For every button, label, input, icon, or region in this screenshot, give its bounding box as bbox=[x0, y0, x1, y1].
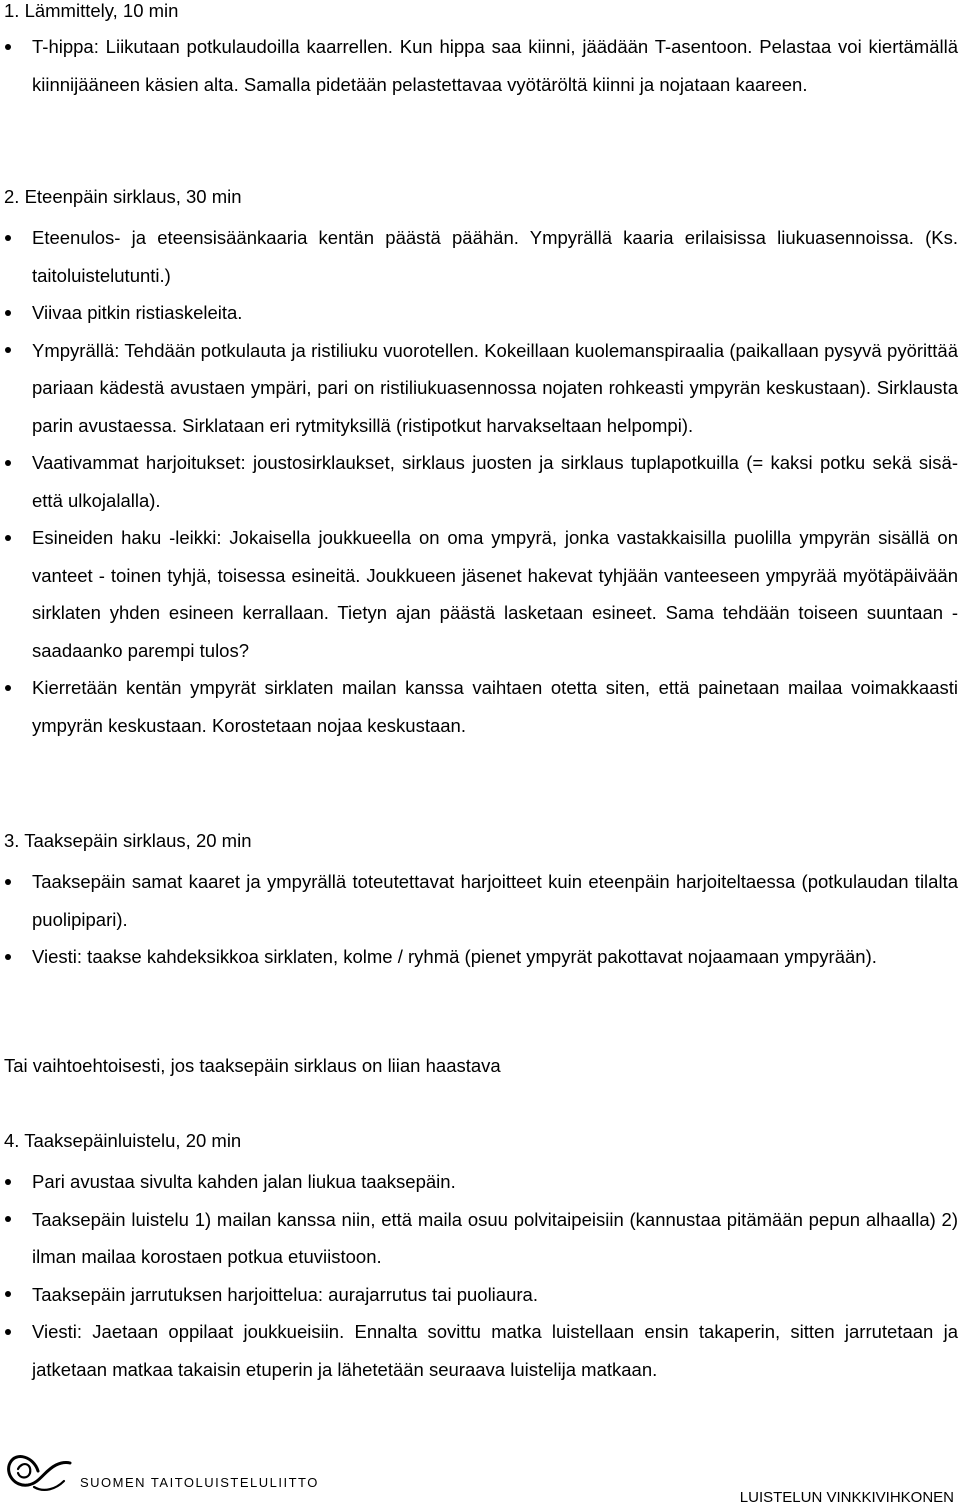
section-heading: 1. Lämmittely, 10 min bbox=[4, 0, 179, 21]
bullet-icon bbox=[4, 938, 14, 976]
skating-federation-logo-icon bbox=[4, 1447, 72, 1497]
list-item: Kierretään kentän ympyrät sirklaten mailan kanssa vaihtaen otetta siten, että painetaan mailaa voimakkaasti ympyrän keskustaan. Korostetaan nojaa keskustaan. bbox=[4, 669, 958, 744]
bullet-icon bbox=[4, 332, 14, 370]
section-heading: 4. Taaksepäinluistelu, 20 min bbox=[4, 1130, 242, 1151]
alternative-note: Tai vaihtoehtoisesti, jos taaksepäin sirklaus on liian haastava bbox=[4, 1055, 501, 1076]
section-backward-skating bbox=[4, 1130, 958, 1388]
bullet-icon bbox=[4, 519, 14, 557]
list-item: Esineiden haku -leikki: Jokaisella joukkueella on oma ympyrä, jonka vastakkaisilla puolilla ympyrän sisällä on vanteet - toinen tyhjä, toisessa esineitä. Joukkueen jäsenet hakevat tyhjään vanteeseen ympyrää myötäpäivään sirklaten yhden esineen kerrallaan. Tietyn ajan päästä lasketaan esineet. Sama tehdään toiseen suuntaan - saadaanko parempi tulos? bbox=[4, 519, 958, 669]
list-item: Viesti: taakse kahdeksikkoa sirklaten, kolme / ryhmä (pienet ympyrät pakottavat nojaamaan ympyrään). bbox=[4, 938, 958, 976]
bullet-icon bbox=[4, 1313, 14, 1351]
bullet-list bbox=[4, 1163, 958, 1388]
list-item: Vaativammat harjoitukset: joustosirklaukset, sirklaus juosten ja sirklaus tuplapotkuilla (= kaksi potku sekä sisä- että ulkojalalla). bbox=[4, 444, 958, 519]
section-warmup bbox=[4, 0, 958, 103]
section-backward-crossovers bbox=[4, 830, 958, 976]
bullet-icon bbox=[4, 863, 14, 901]
bullet-icon bbox=[4, 1276, 14, 1314]
bullet-list bbox=[4, 28, 958, 103]
section-heading: 3. Taaksepäin sirklaus, 20 min bbox=[4, 830, 252, 851]
list-item: Eteenulos- ja eteensisäänkaaria kentän päästä päähän. Ympyrällä kaaria erilaisissa liukuasennoissa. (Ks. taitoluistelutunti.) bbox=[4, 219, 958, 294]
section-alternative-note bbox=[4, 1055, 958, 1077]
bullet-icon bbox=[4, 294, 14, 332]
bullet-icon bbox=[4, 1201, 14, 1239]
logo-text: SUOMEN TAITOLUISTELULIITTO bbox=[80, 1474, 319, 1490]
list-item: Taaksepäin luistelu 1) mailan kanssa niin, että maila osuu polvitaipeisiin (kannustaa pitämään pepun alhaalla) 2) ilman mailaa korostaen potkua etuviistoon. bbox=[4, 1201, 958, 1276]
list-item: Viesti: Jaetaan oppilaat joukkueisiin. Ennalta sovittu matka luistellaan ensin takaperin, sitten jarrutetaan ja jatketaan matkaa takaisin etuperin ja lähetetään seuraava luistelija matkaan. bbox=[4, 1313, 958, 1388]
section-forward-crossovers bbox=[4, 186, 958, 744]
bullet-icon bbox=[4, 219, 14, 257]
list-item: Pari avustaa sivulta kahden jalan liukua taaksepäin. bbox=[4, 1163, 958, 1201]
bullet-list bbox=[4, 219, 958, 744]
bullet-icon bbox=[4, 444, 14, 482]
list-item: T-hippa: Liikutaan potkulaudoilla kaarrellen. Kun hippa saa kiinni, jäädään T-asentoon. Pelastaa voi kiertämällä kiinnijääneen käsien alta. Samalla pidetään pelastettavaa vyötäröltä kiinni ja nojataan kaareen. bbox=[4, 28, 958, 103]
section-heading: 2. Eteenpäin sirklaus, 30 min bbox=[4, 186, 242, 207]
bullet-icon bbox=[4, 669, 14, 707]
list-item: Viivaa pitkin ristiaskeleita. bbox=[4, 294, 958, 332]
footer-logo bbox=[4, 1447, 319, 1497]
list-item: Ympyrällä: Tehdään potkulauta ja ristiliuku vuorotellen. Kokeillaan kuolemanspiraalia (paikallaan pysyvä pyörittää pariaan kädestä avustaen ympäri, pari on ristiliukuasennossa nojaten rohkeasti ympyrän keskustaan). Sirklausta parin avustaessa. Sirklataan eri rytmityksillä (ristipotkut harvakseltaan helpompi). bbox=[4, 332, 958, 445]
bullet-list bbox=[4, 863, 958, 976]
list-item: Taaksepäin jarrutuksen harjoittelua: aurajarrutus tai puoliaura. bbox=[4, 1276, 958, 1314]
list-item: Taaksepäin samat kaaret ja ympyrällä toteutettavat harjoitteet kuin eteenpäin harjoiteltaessa (potkulaudan tilalta puolipipari). bbox=[4, 863, 958, 938]
footer-booklet-title: LUISTELUN VINKKIVIHKONEN bbox=[739, 1489, 954, 1506]
bullet-icon bbox=[4, 28, 14, 66]
bullet-icon bbox=[4, 1163, 14, 1201]
